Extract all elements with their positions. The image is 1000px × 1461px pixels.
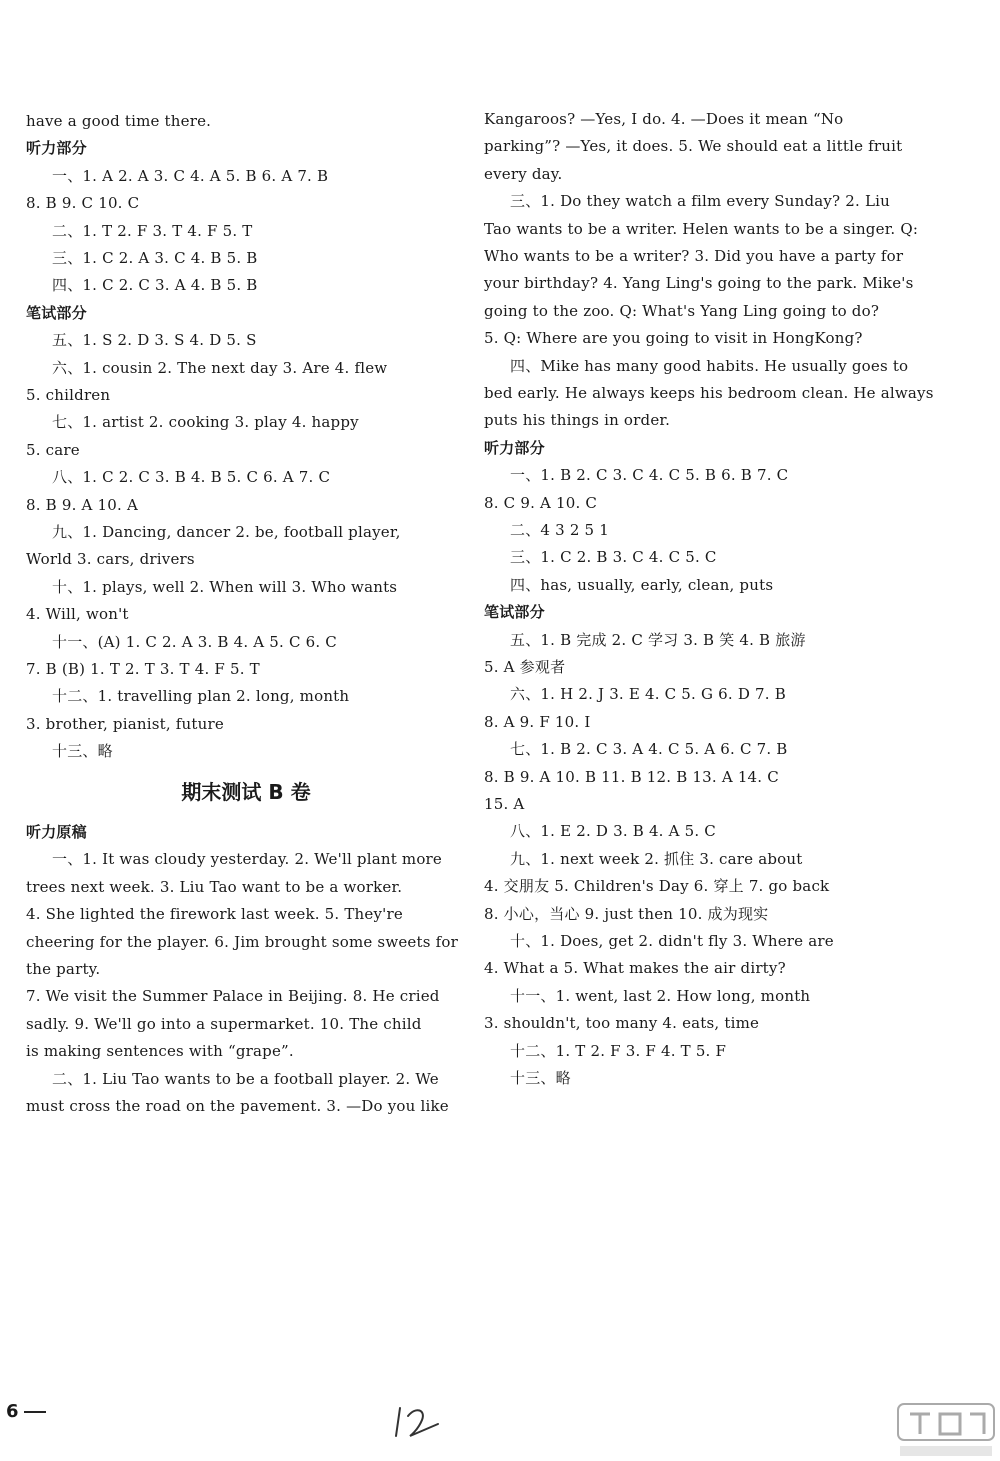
answer-line: 三、1. C 2. A 3. C 4. B 5. B: [52, 249, 258, 267]
answer-line: World 3. cars, drivers: [26, 550, 195, 569]
answer-line: have a good time there.: [26, 112, 212, 130]
section-label: 听力部分: [484, 438, 545, 457]
answer-line: going to the zoo. Q: What's Yang Ling going to do?: [484, 301, 880, 320]
section-title: 期末测试 B 卷: [181, 780, 311, 804]
answer-line: puts his things in order.: [484, 411, 671, 430]
answer-line: parking”? —Yes, it does. 5. We should eat a little fruit: [484, 137, 903, 156]
answer-line: 4. She lighted the firework last week. 5. They're: [26, 905, 403, 924]
answer-line: 十、1. plays, well 2. When will 3. Who wants: [52, 577, 398, 596]
answer-line: Tao wants to be a writer. Helen wants to be a singer. Q:: [484, 219, 919, 238]
section-label: 笔试部分: [26, 303, 87, 322]
answer-line: 4. What a 5. What makes the air dirty?: [484, 959, 786, 978]
page-number-dash: [24, 1411, 46, 1413]
answer-line: 8. B 9. A 10. B 11. B 12. B 13. A 14. C: [484, 767, 779, 786]
answer-line: 九、1. next week 2. 抓住 3. care about: [510, 849, 803, 868]
answer-line: is making sentences with “grape”.: [26, 1042, 294, 1061]
answer-line: Kangaroos? —Yes, I do. 4. —Does it mean “No: [484, 110, 844, 128]
answer-line: Who wants to be a writer? 3. Did you have a party for: [484, 247, 904, 265]
answer-line: must cross the road on the pavement. 3. —Do you like: [26, 1097, 449, 1115]
answer-line: 十三、略: [510, 1069, 571, 1087]
answer-line: 二、4 3 2 5 1: [510, 521, 609, 539]
answer-line: 7. We visit the Summer Palace in Beijing. 8. He cried: [26, 987, 440, 1006]
answer-line: trees next week. 3. Liu Tao want to be a worker.: [26, 877, 403, 896]
section-label: 听力原稿: [26, 823, 87, 841]
answer-line: 8. A 9. F 10. I: [484, 712, 591, 731]
answer-line: 六、1. cousin 2. The next day 3. Are 4. flew: [52, 358, 388, 377]
answer-line: 十二、1. T 2. F 3. F 4. T 5. F: [510, 1041, 727, 1060]
handwritten-mark: [392, 1402, 444, 1442]
answer-line: 八、1. E 2. D 3. B 4. A 5. C: [510, 822, 716, 841]
answer-line: 三、1. C 2. B 3. C 4. C 5. C: [510, 548, 717, 567]
answer-line: 三、1. Do they watch a film every Sunday? 2. Liu: [510, 192, 890, 211]
answer-line: 十二、1. travelling plan 2. long, month: [52, 687, 350, 706]
section-label: 听力部分: [26, 139, 87, 158]
watermark-logo: [896, 1400, 996, 1460]
answer-line: 二、1. Liu Tao wants to be a football player. 2. We: [52, 1069, 439, 1088]
answer-line: 8. C 9. A 10. C: [484, 493, 598, 512]
answer-line: 四、Mike has many good habits. He usually goes to: [510, 356, 909, 375]
answer-line: 5. children: [26, 386, 111, 404]
answer-line: 八、1. C 2. C 3. B 4. B 5. C 6. A 7. C: [52, 468, 331, 487]
answer-line: 一、1. It was cloudy yesterday. 2. We'll plant more: [52, 850, 443, 869]
answer-line: 4. Will, won't: [26, 605, 129, 624]
answer-line: 5. care: [26, 440, 80, 459]
answer-line: 15. A: [484, 795, 525, 813]
answer-line: 一、1. B 2. C 3. C 4. C 5. B 6. B 7. C: [510, 466, 789, 485]
answer-line: 五、1. B 完成 2. C 学习 3. B 笑 4. B 旅游: [510, 630, 806, 649]
answer-line: your birthday? 4. Yang Ling's going to the park. Mike's: [484, 274, 914, 293]
answer-line: 8. 小心，当心 9. just then 10. 成为现实: [484, 904, 769, 923]
answer-line: 3. brother, pianist, future: [26, 714, 224, 733]
answer-line: 十一、(A) 1. C 2. A 3. B 4. A 5. C 6. C: [52, 632, 337, 651]
answer-line: 一、1. A 2. A 3. C 4. A 5. B 6. A 7. B: [52, 166, 329, 185]
answer-line: 十三、略: [52, 742, 113, 761]
answer-line: 十、1. Does, get 2. didn't fly 3. Where are: [510, 932, 834, 950]
answer-line: the party.: [26, 960, 101, 978]
answer-line: 7. B (B) 1. T 2. T 3. T 4. F 5. T: [26, 660, 260, 678]
answer-line: 8. B 9. A 10. A: [26, 495, 139, 514]
answer-line: 七、1. artist 2. cooking 3. play 4. happy: [52, 413, 359, 432]
answer-line: 5. Q: Where are you going to visit in HongKong?: [484, 329, 863, 348]
answer-line: every day.: [484, 164, 563, 183]
answer-line: 8. B 9. C 10. C: [26, 194, 140, 213]
page-number: 6: [6, 1401, 19, 1422]
answer-line: sadly. 9. We'll go into a supermarket. 10. The child: [26, 1014, 422, 1033]
answer-line: 二、1. T 2. F 3. T 4. F 5. T: [52, 221, 253, 240]
answer-line: 十一、1. went, last 2. How long, month: [510, 986, 811, 1005]
answer-line: 5. A 参观者: [484, 658, 566, 676]
answer-line: 3. shouldn't, too many 4. eats, time: [484, 1014, 760, 1033]
answer-line: 四、1. C 2. C 3. A 4. B 5. B: [52, 276, 258, 295]
answer-line: 4. 交朋友 5. Children's Day 6. 穿上 7. go back: [484, 877, 830, 896]
answer-line: 九、1. Dancing, dancer 2. be, football player,: [52, 523, 401, 541]
answer-line: 五、1. S 2. D 3. S 4. D 5. S: [52, 331, 257, 350]
section-label: 笔试部分: [484, 603, 545, 622]
answer-line: cheering for the player. 6. Jim brought some sweets for: [26, 932, 458, 951]
answer-line: 七、1. B 2. C 3. A 4. C 5. A 6. C 7. B: [510, 740, 788, 759]
answer-line: 四、has, usually, early, clean, puts: [510, 575, 774, 594]
answer-line: 六、1. H 2. J 3. E 4. C 5. G 6. D 7. B: [510, 685, 786, 704]
answer-line: bed early. He always keeps his bedroom clean. He always: [484, 384, 934, 402]
